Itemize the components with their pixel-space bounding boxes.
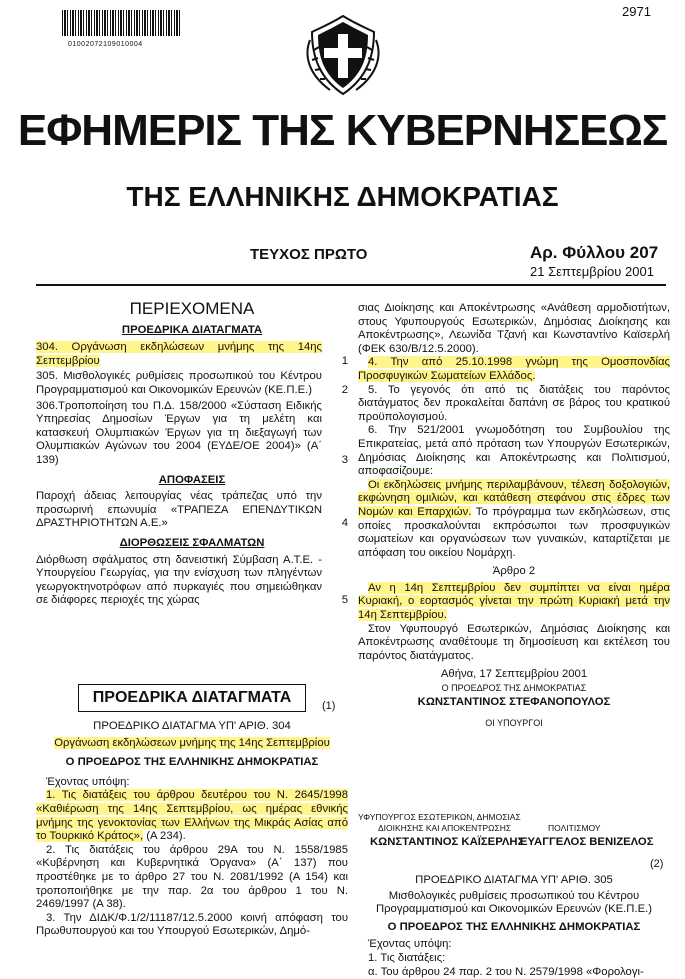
- decree-304-execution: Στον Υφυπουργό Εσωτερικών, Δημόσιας Διοίκησης και Αποκέντρωσης αναθέτουμε τη δημοσίευση και εκτέλεση του παρόντος διατάγματος.: [358, 622, 670, 662]
- issue-label: ΤΕΥΧΟΣ ΠΡΩΤΟ: [250, 246, 368, 263]
- decree-304-subject: Οργάνωση εκδηλώσεων μνήμης της 14ης Σεπτεμβρίου: [54, 736, 330, 749]
- coat-of-arms-icon: [300, 10, 386, 100]
- article-1-highlight: Οι εκδηλώσεις μνήμης περιλαμβάνουν, τέλεση δοξολογιών, εκφώνηση ομιλιών, και κατάθεση στεφάνου στις έδρες των Νομών και Επαρχιών.: [358, 478, 670, 518]
- decree-305-marker: (2): [650, 858, 664, 870]
- contents-decisions-heading: ΑΠΟΦΑΣΕΙΣ: [158, 473, 226, 486]
- toc-decision-page: 4: [341, 517, 348, 530]
- toc-item-304-text: 304. Οργάνωση εκδηλώσεων μνήμης της 14ης Σεπτεμβρίου: [36, 341, 322, 367]
- minister-2-name: ΕΥΑΓΓΕΛΟΣ ΒΕΝΙΖΕΛΟΣ: [520, 836, 654, 848]
- toc-item-304: [36, 341, 348, 368]
- contents-corrections-heading: ΔΙΟΡΘΩΣΕΙΣ ΣΦΑΛΜΑΤΩΝ: [119, 536, 265, 549]
- toc-item-305-text: 305. Μισθολογικές ρυθμίσεις προσωπικού του Κέντρου Προγραμματισμού και Οικονομικών Ερευνών (ΚΕ.Π.Ε.): [36, 370, 322, 396]
- decree-304-number: ΠΡΟΕΔΡΙΚΟ ΔΙΑΤΑΓΜΑ ΥΠ' ΑΡΙΘ. 304: [93, 720, 291, 732]
- toc-item-305: [36, 370, 348, 397]
- minister-1-title-b: ΔΙΟΙΚΗΣΗΣ ΚΑΙ ΑΠΟΚΕΝΤΡΩΣΗΣ: [378, 823, 512, 833]
- decree-304-para-4: 4. Την από 25.10.1998 γνώμη της Ομοσπονδίας Προσφυγικών Σωματείων Ελλάδος.: [358, 356, 670, 382]
- decree-304-president-title: Ο ΠΡΟΕΔΡΟΣ ΤΗΣ ΔΗΜΟΚΡΑΤΙΑΣ: [441, 683, 587, 694]
- decree-304-para-6: 6. Την 521/2001 γνωμοδότηση του Συμβουλίου της Επικρατείας, μετά από πρόταση των Υπουργών Εσωτερικών, Δημόσιας Διοίκησης και Αποκέντρωσης και Πολιτισμού, αποφασίζουμε:: [358, 424, 670, 478]
- minister-2-title: ΠΟΛΙΤΙΣΜΟΥ: [548, 823, 601, 833]
- decree-304-body-right: [358, 302, 670, 737]
- gazette-subtitle: ΤΗΣ ΕΛΛΗΝΙΚΗΣ ΔΗΜΟΚΡΑΤΙΑΣ: [126, 181, 559, 212]
- toc-correction-page: 5: [341, 594, 348, 607]
- toc-item-306: [36, 400, 348, 468]
- toc-decision: [36, 490, 348, 531]
- decree-305-body: [358, 874, 670, 979]
- toc-correction: [36, 554, 348, 608]
- article-2-text: Αν η 14η Σεπτεμβρίου δεν συμπίπτει να είναι ημέρα Κυριακή, ο εορτασμός γίνεται την πρώτη Κυριακή μετά την 14η Σεπτεμβρίου.: [358, 581, 670, 622]
- decree-304-para-1: [36, 789, 348, 843]
- decree-304-marker: (1): [322, 700, 336, 712]
- decree-305-para-1: 1. Τις διατάξεις:: [368, 951, 446, 964]
- sheet-number: Αρ. Φύλλου 207: [530, 243, 659, 262]
- toc-item-306-text: 306.Τροποποίηση του Π.Δ. 158/2000 «Σύσταση Ειδικής Υπηρεσίας Δημοσίων Έργων για τη μελέτη και κατασκευή Ολυμπιακών Έργων για τη διεξαγωγή των Ολυμπιακών Αγώνων του 2004 (ΕΥΔΕ/ΟΕ 2004)» (Α΄ 139): [36, 399, 322, 466]
- decree-304-para-2: 2. Τις διατάξεις του άρθρου 29Α του Ν. 1558/1985 «Κυβέρνηση και Κυβερνητικά Όργανα» (Α΄ 137) που προστέθηκε με το άρθρο 27 του Ν. 2081/1992 (Α 154) και τροποποιήθηκε με την παρ. 2α του άρθρου 1 του Ν. 2469/1997 (Α 38).: [36, 843, 348, 911]
- decree-304-ministers: ΟΙ ΥΠΟΥΡΓΟΙ: [485, 718, 543, 729]
- issue-date: 21 Σεπτεμβρίου 2001: [530, 264, 654, 279]
- decree-305-number: ΠΡΟΕΔΡΙΚΟ ΔΙΑΤΑΓΜΑ ΥΠ' ΑΡΙΘ. 305: [415, 874, 613, 886]
- decree-304-para-5: 5. Το γεγονός ότι από τις διατάξεις του παρόντος διατάγματος δεν προκαλείται δαπάνη σε βάρος του κρατικού προϋπολογισμού.: [358, 383, 670, 423]
- decree-304-president: Ο ΠΡΟΕΔΡΟΣ ΤΗΣ ΕΛΛΗΝΙΚΗΣ ΔΗΜΟΚΡΑΤΙΑΣ: [65, 756, 319, 769]
- decree-304-body-left: [36, 720, 348, 939]
- decree-305-subject: Μισθολογικές ρυθμίσεις προσωπικού του Κέντρου Προγραμματισμού και Οικονομικών Ερευνών (ΚΕ.Π.Ε.): [375, 889, 653, 916]
- toc-item-304-page: 1: [341, 354, 348, 367]
- header-rule: [36, 284, 666, 286]
- minister-1-name: ΚΩΝΣΤΑΝΤΙΝΟΣ ΚΑΪΣΕΡΛΗΣ: [370, 836, 525, 848]
- toc-item-306-page: 3: [341, 453, 348, 466]
- signatures: [358, 812, 670, 834]
- decree-304-para-1-tail: (Α 234).: [143, 830, 186, 843]
- contents-heading: ΠΕΡΙΕΧΟΜΕΝΑ: [129, 299, 255, 318]
- barcode: [62, 10, 180, 36]
- decrees-section-box: ΠΡΟΕΔΡΙΚΑ ΔΙΑΤΑΓΜΑΤΑ: [78, 684, 306, 712]
- decree-304-para-3-cont: σιας Διοίκησης και Αποκέντρωσης «Ανάθεση αρμοδιοτήτων, στους Υφυπουργούς Εσωτερικών, Δημόσιας Διοίκησης και Αποκέντρωσης», Λεωνίδα Τζανή και Κωνσταντίνο Καϊσερλή (ΦΕΚ 630/Β/12.5.2000).: [358, 302, 670, 355]
- article-2-heading: Άρθρο 2: [492, 565, 536, 578]
- toc-correction-text: Διόρθωση σφάλματος στη δανειστική Σύμβαση Α.Τ.Ε. - Υπουργείου Γεωργίας, για την ενίσχυση των πληγέντων γεωργοκτηνοτρόφων από πυρκαγιές που σημειώθηκαν σε διάφορες περιοχές της χώρας: [36, 553, 322, 607]
- toc-item-305-page: 2: [341, 383, 348, 396]
- contents-section: [36, 299, 348, 608]
- decree-305-considering: Έχοντας υπόψη:: [368, 938, 452, 951]
- page-number: 2971: [622, 4, 651, 19]
- decree-305-para-a: α. Του άρθρου 24 παρ. 2 του Ν. 2579/1998 «Φορολογι-: [368, 965, 644, 978]
- decree-304-place-date: Αθήνα, 17 Σεπτεμβρίου 2001: [440, 668, 588, 681]
- toc-decision-text: Παροχή άδειας λειτουργίας νέας τράπεζας υπό την προσωρινή επωνυμία «ΤΡΑΠΕΖΑ ΕΠΕΝΔΥΤΙΚΩΝ ΔΡΑΣΤΗΡΙΟΤΗΤΩΝ Α.Ε.»: [36, 490, 322, 530]
- contents-decrees-heading: ΠΡΟΕΔΡΙΚΑ ΔΙΑΤΑΓΜΑΤΑ: [121, 323, 263, 336]
- gazette-title: ΕΦΗΜΕΡΙΣ ΤΗΣ ΚΥΒΕΡΝΗΣΕΩΣ: [17, 106, 668, 155]
- decree-304-considering: Έχοντας υπόψη:: [46, 775, 130, 788]
- article-1-rest: Το πρόγραμμα των εκδηλώσεων, στις οποίες προσκαλούνται εκπρόσωποι των προσφυγικών σωματείων και οργανώσεων των γυναικών, καταρτίζεται με απόφαση του οικείου Νομάρχη.: [358, 505, 671, 559]
- decree-305-president: Ο ΠΡΟΕΔΡΟΣ ΤΗΣ ΕΛΛΗΝΙΚΗΣ ΔΗΜΟΚΡΑΤΙΑΣ: [387, 920, 641, 933]
- decree-304-para-1-highlight: 1. Τις διατάξεις του άρθρου δευτέρου του Ν. 2645/1998 «Καθιέρωση της 14ης Σεπτεμβρίου, ως ημέρας εθνικής μνήμης της γενοκτονίας των Ελλήνων της Μικράς Ασίας από το Τουρκικό Κράτος»,: [36, 789, 348, 843]
- minister-1-title-a: ΥΦΥΠΟΥΡΓΟΣ ΕΣΩΤΕΡΙΚΩΝ, ΔΗΜΟΣΙΑΣ: [358, 812, 521, 822]
- decree-304-para-3: 3. Την ΔΙΔΚ/Φ.1/2/11187/12.5.2000 κοινή απόφαση του Πρωθυπουργού και του Υπουργού Εσωτερικών, Δημό-: [36, 911, 348, 938]
- barcode-number: 01002072109010004: [68, 41, 143, 48]
- decree-304-president-name: ΚΩΝΣΤΑΝΤΙΝΟΣ ΣΤΕΦΑΝΟΠΟΥΛΟΣ: [417, 695, 611, 708]
